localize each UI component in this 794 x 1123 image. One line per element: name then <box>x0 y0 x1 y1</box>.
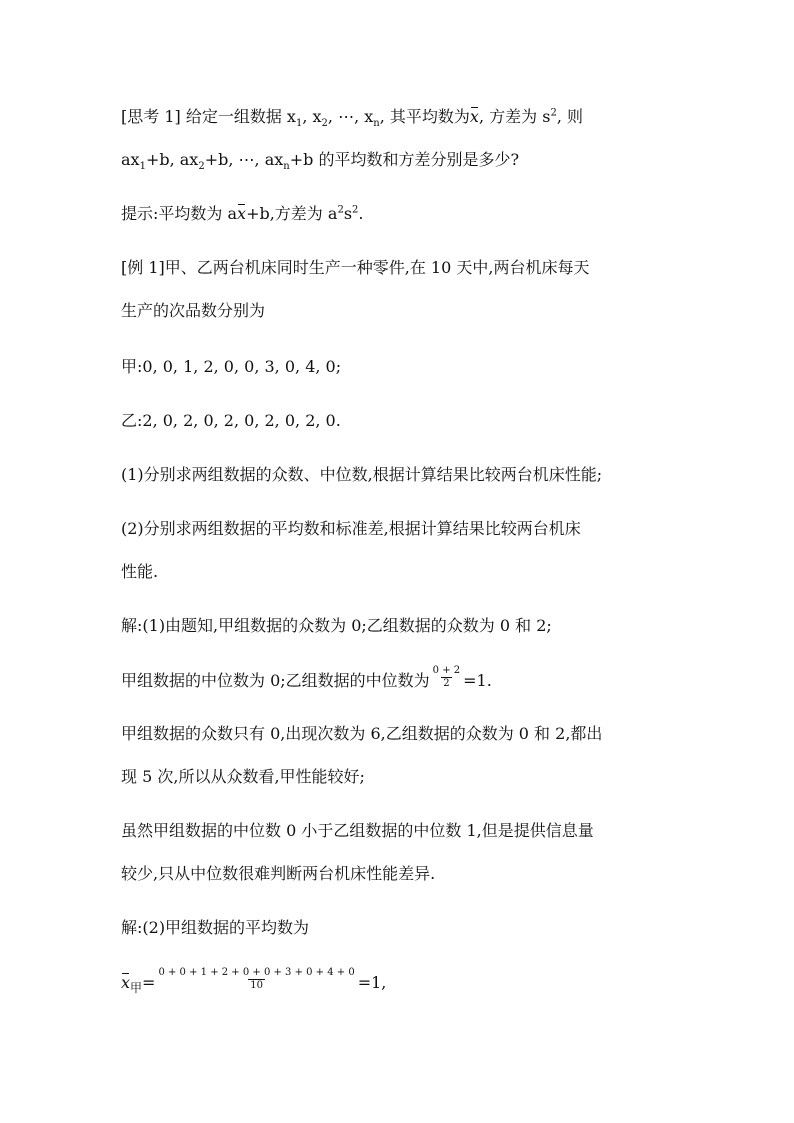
mean-formula-jia <box>121 967 387 996</box>
text: = <box>142 973 156 992</box>
example-line-1: [例 1]甲、乙两台机床同时生产一种零件,在 10 天中,两台机床每天 <box>121 258 590 277</box>
text: ax <box>121 150 140 169</box>
fraction <box>431 665 462 690</box>
solution-1-compare-line-1: 甲组数据的众数只有 0,出现次数为 6,乙组数据的众数为 0 和 2,都出 <box>121 724 603 743</box>
text: , x <box>302 107 322 126</box>
subscript: n <box>373 118 380 130</box>
solution-1-median-compare-line-1: 虽然甲组数据的中位数 0 小于乙组数据的中位数 1,但是提供信息量 <box>121 821 594 840</box>
question-part-1: (1)分别求两组数据的众数、中位数,根据计算结果比较两台机床性能; <box>121 465 603 484</box>
text: s <box>343 204 353 223</box>
hint-line <box>121 203 364 225</box>
mean-symbol: x <box>469 107 479 126</box>
text: . <box>358 204 364 223</box>
example-line-2: 生产的次品数分别为 <box>121 301 266 320</box>
fraction <box>156 967 356 992</box>
subscript: 1 <box>139 161 146 173</box>
fraction-denominator: 2 <box>443 678 450 689</box>
text: +b, ⋯, ax <box>204 150 284 169</box>
solution-1-median <box>121 665 492 694</box>
text: 提示:平均数为 a <box>121 204 238 223</box>
text: =1. <box>463 671 492 690</box>
subscript: 2 <box>321 118 328 130</box>
superscript: 2 <box>337 204 344 216</box>
subscript: 2 <box>198 161 205 173</box>
mean-symbol: x <box>121 973 131 992</box>
data-set-jia: 甲:0, 0, 1, 2, 0, 0, 3, 0, 4, 0; <box>121 357 342 376</box>
fraction-numerator: 0 + 0 + 1 + 2 + 0 + 0 + 3 + 0 + 4 + 0 <box>158 967 355 978</box>
fraction-numerator: 0 + 2 <box>432 665 461 676</box>
thinking-question-line-2 <box>121 149 519 171</box>
solution-1-mode: 解:(1)由题知,甲组数据的众数为 0;乙组数据的众数为 0 和 2; <box>121 616 552 635</box>
text: +b 的平均数和方差分别是多少? <box>289 150 520 169</box>
superscript: 2 <box>550 107 557 119</box>
solution-2-intro: 解:(2)甲组数据的平均数为 <box>121 918 310 937</box>
text: =1, <box>357 973 387 992</box>
subscript: n <box>283 161 290 173</box>
text: , 方差为 s <box>478 107 551 126</box>
solution-1-median-compare-line-2: 较少,只从中位数很难判断两台机床性能差异. <box>121 864 436 883</box>
text: , ⋯, x <box>327 107 374 126</box>
text: 甲组数据的中位数为 0;乙组数据的中位数为 <box>121 671 430 690</box>
text: +b, ax <box>145 150 199 169</box>
question-part-2-line-2: 性能. <box>121 562 159 581</box>
data-set-yi: 乙:2, 0, 2, 0, 2, 0, 2, 0, 2, 0. <box>121 411 341 430</box>
subscript: 甲 <box>130 981 143 996</box>
superscript: 2 <box>352 204 359 216</box>
text: [思考 1] 给定一组数据 x <box>121 107 296 126</box>
text: +b,方差为 a <box>246 204 338 223</box>
fraction-denominator: 10 <box>250 980 263 991</box>
solution-1-compare-line-2: 现 5 次,所以从众数看,甲性能较好; <box>121 767 365 786</box>
question-part-2-line-1: (2)分别求两组数据的平均数和标准差,根据计算结果比较两台机床 <box>121 519 581 538</box>
thinking-question-line-1 <box>121 106 583 128</box>
text: , 其平均数为 <box>379 107 470 126</box>
subscript: 1 <box>295 118 303 130</box>
text: , 则 <box>556 107 583 126</box>
mean-symbol: x <box>237 204 247 223</box>
